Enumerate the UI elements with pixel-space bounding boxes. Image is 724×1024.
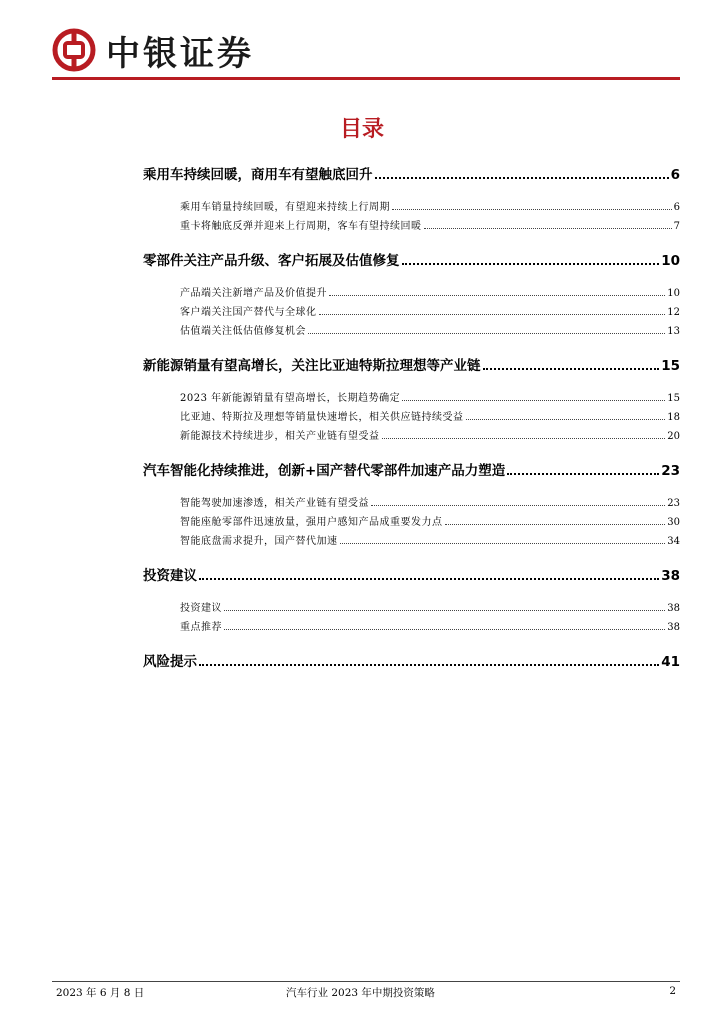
toc-subentry-title: 新能源技术持续进步，相关产业链有望受益 — [180, 431, 380, 442]
toc-subentry-title: 产品端关注新增产品及价值提升 — [180, 288, 327, 299]
toc-leader-dots — [224, 629, 665, 630]
toc-leader-dots — [224, 610, 665, 611]
toc-subentry[interactable] — [180, 284, 680, 299]
toc-subentry-title: 智能驾驶加速渗透，相关产业链有望受益 — [180, 498, 369, 509]
footer-page-number: 2 — [669, 985, 676, 997]
toc-subentry-title: 估值端关注低估值修复机会 — [180, 326, 306, 337]
toc-subentry[interactable] — [180, 322, 680, 337]
toc-leader-dots — [375, 177, 669, 179]
toc-leader-dots — [371, 505, 665, 506]
toc-entry-title: 投资建议 — [143, 568, 197, 584]
toc-leader-dots — [402, 263, 660, 265]
toc-subentry[interactable] — [180, 494, 680, 509]
footer-date: 2023 年 6 月 8 日 — [56, 987, 145, 999]
toc-subentry-page: 7 — [673, 221, 680, 232]
toc-subentry-title: 重卡将触底反弹并迎来上行周期，客车有望持续回暖 — [180, 221, 422, 232]
toc-subentry-title: 智能座舱零部件迅速放量，强用户感知产品成重要发力点 — [180, 517, 443, 528]
toc-entry-page: 10 — [661, 253, 680, 269]
toc-subentry-page: 13 — [667, 326, 680, 337]
toc-subentry-page: 23 — [667, 498, 680, 509]
toc-leader-dots — [445, 524, 666, 525]
toc-entry[interactable] — [143, 459, 680, 479]
toc-entry-title: 汽车智能化持续推进，创新+国产替代零部件加速产品力塑造 — [143, 463, 506, 479]
toc-entry[interactable] — [143, 249, 680, 269]
toc-subentry-page: 15 — [667, 393, 680, 404]
toc-leader-dots — [199, 664, 659, 666]
toc-subentry[interactable] — [180, 599, 680, 614]
toc-entry[interactable] — [143, 650, 680, 670]
toc-entry-title: 风险提示 — [143, 654, 197, 670]
toc-entry[interactable] — [143, 564, 680, 584]
brand-name: 中银证券 — [106, 33, 254, 74]
toc-leader-dots — [329, 295, 665, 296]
toc-entry-title: 乘用车持续回暖，商用车有望触底回升 — [143, 167, 373, 183]
toc-subentry-page: 18 — [667, 412, 680, 423]
toc-subentry-title: 智能底盘需求提升，国产替代加速 — [180, 536, 338, 547]
toc-leader-dots — [402, 400, 665, 401]
toc-subentry-page: 30 — [667, 517, 680, 528]
toc-subentry[interactable] — [180, 217, 680, 232]
toc-leader-dots — [308, 333, 665, 334]
toc-subentry-page: 12 — [667, 307, 680, 318]
toc-leader-dots — [340, 543, 666, 544]
toc-subentry-title: 客户端关注国产替代与全球化 — [180, 307, 317, 318]
toc-subentry[interactable] — [180, 427, 680, 442]
toc-subentry[interactable] — [180, 389, 680, 404]
toc-subentry[interactable] — [180, 303, 680, 318]
toc-subentry-title: 乘用车销量持续回暖，有望迎来持续上行周期 — [180, 202, 390, 213]
toc-entry-page: 6 — [670, 167, 680, 183]
toc-entry-page: 23 — [661, 463, 680, 479]
toc-leader-dots — [424, 228, 672, 229]
toc-subentry-page: 38 — [667, 603, 680, 614]
footer-report-title: 汽车行业 2023 年中期投资策略 — [286, 987, 435, 999]
toc-entry-title: 零部件关注产品升级、客户拓展及估值修复 — [143, 253, 400, 269]
toc-subentry-page: 6 — [673, 202, 680, 213]
toc-subentry-page: 20 — [667, 431, 680, 442]
toc-subentry-page: 34 — [667, 536, 680, 547]
toc-leader-dots — [319, 314, 666, 315]
toc-entry-title: 新能源销量有望高增长，关注比亚迪特斯拉理想等产业链 — [143, 358, 481, 374]
toc-leader-dots — [392, 209, 672, 210]
page-header — [52, 24, 254, 76]
toc-leader-dots — [466, 419, 666, 420]
toc-entry-page: 41 — [661, 654, 680, 670]
toc-subentry-title: 比亚迪、特斯拉及理想等销量快速增长，相关供应链持续受益 — [180, 412, 464, 423]
toc-subentry-page: 10 — [667, 288, 680, 299]
bank-of-china-logo-icon — [52, 28, 96, 72]
toc-subentry-page: 38 — [667, 622, 680, 633]
toc-leader-dots — [382, 438, 666, 439]
toc-entry-page: 38 — [661, 568, 680, 584]
toc-subentry[interactable] — [180, 198, 680, 213]
toc-subentry-title: 2023 年新能源销量有望高增长，长期趋势确定 — [180, 393, 401, 404]
toc-subentry-title: 投资建议 — [180, 603, 222, 614]
toc-leader-dots — [507, 473, 659, 475]
toc-subentry[interactable] — [180, 408, 680, 423]
toc-leader-dots — [483, 368, 660, 370]
toc-entry[interactable] — [143, 354, 680, 374]
toc-subentry-title: 重点推荐 — [180, 622, 222, 633]
toc-subentry[interactable] — [180, 618, 680, 633]
toc-subentry[interactable] — [180, 532, 680, 547]
toc-entry-page: 15 — [661, 358, 680, 374]
header-rule — [52, 77, 680, 80]
toc-entry[interactable] — [143, 163, 680, 183]
toc-title: 目录 — [339, 117, 384, 142]
footer-rule — [52, 981, 680, 982]
toc-leader-dots — [199, 578, 659, 580]
toc-subentry[interactable] — [180, 513, 680, 528]
